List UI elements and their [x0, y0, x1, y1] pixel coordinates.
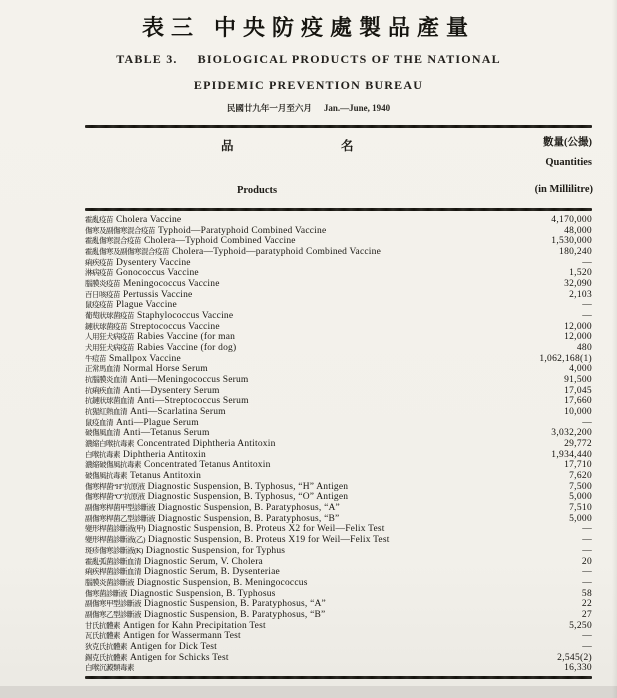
product-name — [85, 491, 348, 502]
product-name — [85, 470, 201, 481]
quantity-value: 1,520 — [569, 268, 592, 279]
quantity-value: 5,000 — [569, 492, 592, 503]
product-name-en: Normal Horse Serum — [123, 364, 208, 375]
table-row — [85, 491, 592, 502]
quantity-value: — — [582, 641, 592, 652]
product-name — [85, 342, 236, 353]
product-name-cn: 副傷寒桿菌乙型診斷液 — [85, 513, 155, 523]
quantity-value: 1,530,000 — [551, 236, 592, 247]
quantity-value: 12,000 — [564, 321, 592, 332]
product-name-en: Typhoid—Paratyphoid Combined Vaccine — [158, 225, 327, 236]
table-row — [85, 449, 592, 460]
product-name — [85, 652, 229, 663]
product-name-en: Diagnostic Suspension, B. Typhosus, “O” Antigen — [147, 492, 349, 503]
product-name-cn: 葡萄狀球菌疫苗 — [85, 311, 134, 321]
product-name — [85, 427, 210, 438]
product-name-cn: 副傷寒桿菌甲型診斷液 — [85, 503, 155, 513]
product-name-en: Staphylococcus Vaccine — [137, 311, 234, 322]
table-row — [85, 385, 592, 396]
table-row — [85, 214, 592, 225]
product-name-en: Diagnostic Suspension, B. Paratyphosus, “A” — [144, 599, 326, 610]
table-row — [85, 502, 592, 513]
table-body — [85, 214, 592, 673]
product-name-en: Diagnostic Suspension, B. Typhosus, “H” Antigen — [147, 481, 349, 492]
product-name-cn: 犬用狂犬病疫苗 — [85, 343, 134, 353]
product-name — [85, 278, 220, 289]
quantity-value: 7,500 — [569, 481, 592, 492]
product-name-cn: 破傷風血清 — [85, 428, 120, 438]
table-number-en: TABLE 3. — [116, 52, 178, 66]
quantity-value: 2,545(2) — [557, 652, 592, 663]
product-name-en: Antigen for Kahn Precipitation Test — [123, 620, 266, 631]
product-name — [85, 481, 348, 492]
product-name-en: Gonococcus Vaccine — [116, 268, 199, 279]
page-title-en-line1 — [0, 52, 617, 67]
product-name-cn: 傷寒及副傷寒混合疫苗 — [85, 225, 155, 235]
table-row — [85, 374, 592, 385]
quantity-value: 27 — [581, 609, 592, 620]
table-row — [85, 395, 592, 406]
table-row — [85, 481, 592, 492]
product-name — [85, 438, 276, 449]
table-rule-top — [85, 125, 592, 128]
product-name — [85, 459, 271, 470]
product-name — [85, 598, 326, 609]
product-name-cn: 副傷寒乙型診斷液 — [85, 609, 141, 619]
product-name — [85, 289, 192, 300]
table-row — [85, 363, 592, 374]
table-row — [85, 235, 592, 246]
table-row — [85, 652, 592, 663]
table-row — [85, 225, 592, 236]
product-name-cn: 牛痘苗 — [85, 353, 106, 363]
product-name-cn: 白喉沉澱類毒素 — [85, 663, 134, 673]
quantity-value: — — [582, 567, 592, 578]
product-name-en: Cholera—Typhoid—paratyphoid Combined Vaccine — [172, 247, 382, 258]
product-name-en: Anti—Meningococcus Serum — [130, 375, 249, 386]
product-name-en: Diagnostic Suspension, B. Typhosus — [130, 588, 276, 599]
product-name-cn: 霍亂傷寒混合疫苗 — [85, 236, 141, 246]
date-en: Jan.—June, 1940 — [323, 103, 391, 113]
quantity-value: 7,620 — [569, 471, 592, 482]
table-row — [85, 566, 592, 577]
table-row — [85, 299, 592, 310]
table-rule-header-bottom — [85, 208, 592, 211]
quantity-value: 7,510 — [569, 503, 592, 514]
product-name — [85, 620, 266, 631]
quantity-value: 5,250 — [569, 620, 592, 631]
product-name — [85, 556, 263, 567]
product-name-cn: 鏈狀球菌疫苗 — [85, 321, 127, 331]
product-name — [85, 588, 276, 599]
product-name-cn: 腦膜炎疫苗 — [85, 279, 120, 289]
product-name-cn: 瓦氏抗體素 — [85, 631, 120, 641]
table-row — [85, 267, 592, 278]
product-name-cn: 錫克氏抗體素 — [85, 652, 127, 662]
table-row — [85, 598, 592, 609]
table-row — [85, 523, 592, 534]
product-name — [85, 545, 285, 556]
product-name-en: Anti—Dysentery Serum — [123, 385, 220, 396]
quantity-value: 17,660 — [564, 396, 592, 407]
quantity-value: 5,000 — [569, 513, 592, 524]
page-title-en-line2: EPIDEMIC PREVENTION BUREAU — [193, 78, 424, 92]
product-name-cn: 鼠疫血清 — [85, 417, 113, 427]
product-name-cn: 抗痢疾血清 — [85, 385, 120, 395]
table-title-cn: 中央防疫處製品產量 — [214, 15, 476, 40]
product-name — [85, 609, 325, 620]
product-name-cn: 抗腦膜炎血清 — [85, 375, 127, 385]
product-name-en: Cholera Vaccine — [116, 215, 182, 225]
product-name-cn: 霍亂弧菌診斷血清 — [85, 556, 141, 566]
product-name-cn: 淋病疫苗 — [85, 268, 113, 278]
table-number-cn: 表三 — [141, 15, 200, 40]
product-name-en: Diagnostic Serum, B. Dysenteriae — [144, 567, 280, 578]
product-name-en: Pertussis Vaccine — [123, 289, 193, 300]
table-row — [85, 641, 592, 652]
table-row — [85, 662, 592, 673]
quantity-value: 3,032,200 — [551, 428, 592, 439]
product-name-cn: 痢疾桿菌診斷血清 — [85, 567, 141, 577]
table-row — [85, 556, 592, 567]
quantity-value: 2,103 — [569, 289, 592, 300]
product-name-en: Plague Vaccine — [116, 300, 177, 311]
column-header-product-cn-right: 名 — [341, 139, 354, 153]
table-row — [85, 417, 592, 428]
page-title-cn — [0, 11, 617, 42]
quantity-value: — — [582, 311, 592, 322]
product-name-en: Rabies Vaccine (for dog) — [137, 343, 237, 354]
product-name-en: Smallpox Vaccine — [109, 353, 181, 364]
product-name-cn: 甘氏抗體素 — [85, 620, 120, 630]
quantity-value: 29,772 — [564, 439, 592, 450]
product-name-en: Diagnostic Suspension, for Typhus — [145, 545, 286, 556]
quantity-value: 32,090 — [564, 279, 592, 290]
product-name-en: Diagnostic Suspension, B. Paratyphosus, “B” — [144, 609, 326, 620]
table-row — [85, 545, 592, 556]
quantity-value: — — [582, 524, 592, 535]
product-name-en: Anti—Tetanus Serum — [123, 428, 210, 439]
table-row — [85, 577, 592, 588]
product-name-cn: 霍亂傷寒及副傷寒混合疫苗 — [85, 247, 169, 257]
table-row — [85, 310, 592, 321]
table-row — [85, 513, 592, 524]
product-name-cn: 霍亂疫苗 — [85, 215, 113, 224]
product-name-en: Diagnostic Suspension, B. Paratyphosus, “B” — [158, 513, 340, 524]
table-row — [85, 289, 592, 300]
quantity-value: — — [582, 535, 592, 546]
table-row — [85, 427, 592, 438]
quantity-value: 10,000 — [564, 407, 592, 418]
product-name — [85, 246, 381, 257]
product-name-cn: 抗猩紅熱血清 — [85, 407, 127, 417]
column-header-millilitre: (in Millilitre) — [534, 184, 593, 195]
product-name-cn: 斑疹傷寒診斷液(K) — [85, 545, 143, 555]
product-name-cn: 痢疾疫苗 — [85, 257, 113, 267]
table-title-en-1: BIOLOGICAL PRODUCTS OF THE NATIONAL — [197, 52, 501, 66]
product-name — [85, 417, 199, 428]
product-name-cn: 正常馬血清 — [85, 364, 120, 374]
table-row — [85, 246, 592, 257]
date-cn: 民國廿九年一月至六月 — [226, 103, 312, 113]
table-row — [85, 588, 592, 599]
product-name-cn: 傷寒桿菌“O”抗原液 — [85, 492, 145, 502]
product-name-en: Diagnostic Suspension, B. Proteus X19 for Weil—Felix Test — [148, 535, 390, 546]
product-name — [85, 534, 390, 545]
quantity-value: 17,710 — [564, 460, 592, 471]
product-name-en: Tetanus Antitoxin — [130, 471, 202, 482]
product-name-en: Antigen for Wassermann Test — [123, 631, 241, 642]
product-name — [85, 299, 177, 310]
quantity-value: 480 — [576, 343, 592, 354]
column-header-quantities-en: Quantities — [545, 157, 592, 168]
product-name-en: Anti—Plague Serum — [116, 417, 199, 428]
quantity-value: 4,000 — [569, 364, 592, 375]
product-name — [85, 310, 233, 321]
product-name — [85, 662, 137, 673]
product-name-en: Concentrated Diphtheria Antitoxin — [137, 439, 276, 450]
quantity-value: 22 — [581, 599, 592, 610]
table-row — [85, 406, 592, 417]
quantity-value: — — [582, 545, 592, 556]
product-name-en: Anti—Scarlatina Serum — [130, 407, 226, 418]
product-name — [85, 321, 220, 332]
product-name-en: Diphtheria Antitoxin — [123, 449, 206, 460]
column-header-products-en: Products — [237, 185, 278, 196]
product-name-cn: 白喉抗毒素 — [85, 449, 120, 459]
table-row — [85, 342, 592, 353]
product-name — [85, 331, 235, 342]
product-name-cn: 濃縮破傷風抗毒素 — [85, 460, 141, 470]
product-name-cn: 濃縮白喉抗毒素 — [85, 439, 134, 449]
product-name-en: Dysentery Vaccine — [116, 257, 191, 268]
quantity-value: 58 — [581, 588, 592, 599]
product-name — [85, 641, 217, 652]
product-name — [85, 406, 226, 417]
product-name-en: Antigen for Schicks Test — [130, 652, 229, 663]
quantity-value: — — [582, 577, 592, 588]
product-name — [85, 214, 181, 225]
product-name — [85, 235, 296, 246]
product-name-en: Anti—Streptococcus Serum — [137, 396, 249, 407]
quantity-value: 4,170,000 — [551, 215, 592, 225]
product-name-en: Diagnostic Suspension, B. Meningococcus — [137, 577, 308, 588]
quantity-value: 48,000 — [564, 225, 592, 236]
product-name-en: Rabies Vaccine (for man — [137, 332, 236, 343]
product-name — [85, 257, 191, 268]
quantity-value: — — [582, 257, 592, 268]
date-line — [0, 102, 617, 114]
product-name — [85, 577, 308, 588]
product-name — [85, 513, 339, 524]
product-name-cn: 變形桿菌診斷液(乙) — [85, 535, 145, 545]
scan-edge-bottom — [0, 686, 617, 698]
scan-edge-right — [612, 0, 617, 698]
table-row — [85, 321, 592, 332]
table-row — [85, 534, 592, 545]
product-name-en: Diagnostic Serum, V. Cholera — [144, 556, 263, 567]
product-name-cn: 腦膜炎菌診斷液 — [85, 577, 134, 587]
product-name — [85, 225, 326, 236]
table-row — [85, 620, 592, 631]
quantity-value: 16,330 — [564, 663, 592, 674]
product-name-cn: 百日咳疫苗 — [85, 289, 120, 299]
product-name-en: Antigen for Dick Test — [130, 641, 217, 652]
product-name-cn: 抗鏈狀球菌血清 — [85, 396, 134, 406]
quantity-value: — — [582, 417, 592, 428]
table-row — [85, 609, 592, 620]
product-name — [85, 353, 181, 364]
quantity-value: 91,500 — [564, 375, 592, 386]
table-row — [85, 278, 592, 289]
quantity-value: 20 — [581, 556, 592, 567]
table-rule-bottom — [85, 676, 592, 679]
product-name — [85, 566, 280, 577]
product-name-en: Diagnostic Suspension, B. Paratyphosus, “A” — [158, 503, 340, 514]
quantity-value: 1,062,168(1) — [539, 353, 592, 364]
product-name — [85, 630, 241, 641]
table-row — [85, 459, 592, 470]
quantity-value: — — [582, 300, 592, 311]
product-name — [85, 267, 199, 278]
product-name-en: Concentrated Tetanus Antitoxin — [144, 460, 271, 471]
quantity-value: 17,045 — [564, 385, 592, 396]
product-name-en: Meningococcus Vaccine — [123, 279, 220, 290]
product-name-cn: 破傷風抗毒素 — [85, 471, 127, 481]
product-name — [85, 395, 249, 406]
product-name-en: Streptococcus Vaccine — [130, 321, 220, 332]
quantity-value: — — [582, 631, 592, 642]
column-header-product-cn-left: 品 — [221, 139, 234, 153]
product-name — [85, 502, 340, 513]
table-row — [85, 438, 592, 449]
product-name-cn: 副傷寒甲型診斷液 — [85, 599, 141, 609]
table-row — [85, 331, 592, 342]
table-row — [85, 257, 592, 268]
table-row — [85, 470, 592, 481]
product-name — [85, 523, 385, 534]
quantity-value: 180,240 — [559, 247, 592, 258]
product-name-en: Cholera—Typhoid Combined Vaccine — [144, 236, 296, 247]
product-name — [85, 449, 206, 460]
quantity-value: 1,934,440 — [551, 449, 592, 460]
product-name-cn: 變形桿菌診斷液(甲) — [85, 524, 145, 534]
table-row — [85, 630, 592, 641]
product-name — [85, 374, 249, 385]
table-row — [85, 353, 592, 364]
product-name-cn: 傷寒桿菌“H”抗原液 — [85, 481, 145, 491]
product-name-cn: 狄克氏抗體素 — [85, 641, 127, 651]
product-name-cn: 傷寒菌診斷液 — [85, 588, 127, 598]
product-name-cn: 鼠疫疫苗 — [85, 300, 113, 310]
product-name — [85, 363, 208, 374]
column-header-quantity-cn: 數量(公撮) — [543, 137, 592, 148]
quantity-value: 12,000 — [564, 332, 592, 343]
product-name — [85, 385, 220, 396]
product-name-cn: 人用狂犬病疫苗 — [85, 332, 134, 342]
product-name-en: Diagnostic Suspension, B. Proteus X2 for Weil—Felix Test — [148, 524, 385, 535]
